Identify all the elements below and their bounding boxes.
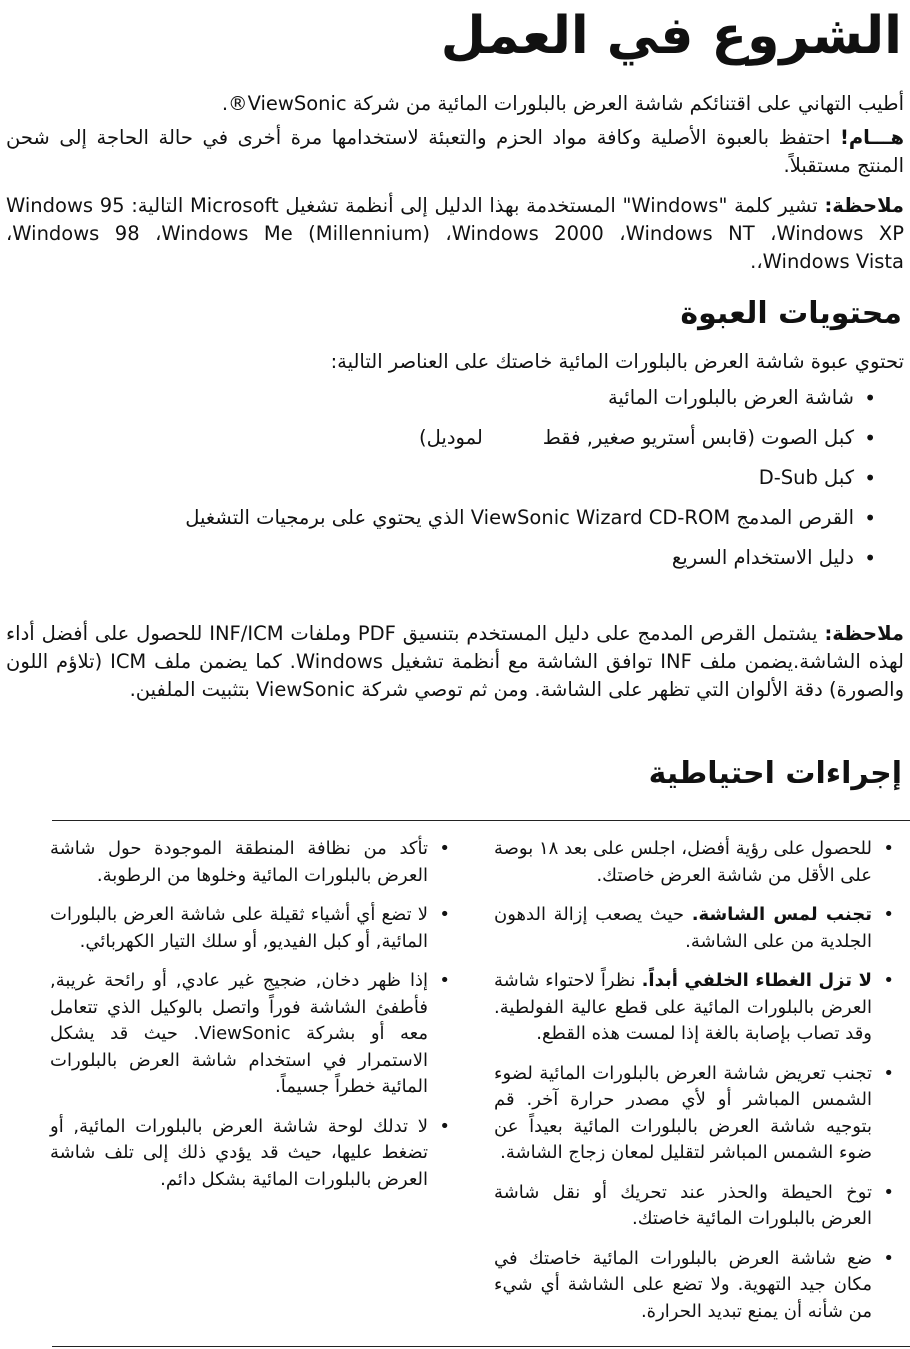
- congrats-text: أطيب التهاني على اقتنائكم شاشة العرض بالبلورات المائية من شركة ViewSonic®.: [221, 92, 904, 115]
- divider-bottom: [52, 1346, 910, 1347]
- list-item: • كبل D-Sub: [10, 464, 854, 504]
- precautions-right-column: [494, 836, 872, 1338]
- package-lead: تحتوي عبوة شاشة العرض بالبلورات المائية خاصتك على العناصر التالية:: [330, 350, 904, 373]
- precautions-left-column: [50, 836, 428, 1206]
- list-item: • القرص المدمج ViewSonic Wizard CD-ROM الذي يحتوي على برمجيات التشغيل: [10, 504, 854, 544]
- list-item: • تجنب تعريض شاشة العرض بالبلورات المائية لضوء الشمس المباشر أو لأي مصدر حرارة آخر. قم بتوجيه شاشة العرض بالبلورات المائية بعيداً عن ضوء الشمس المباشر لتقليل لمعان زجاج الشاشة.: [494, 1061, 872, 1167]
- list-item: • تجنب لمس الشاشة. حيث يصعب إزالة الدهون الجلدية من على الشاشة.: [494, 902, 872, 955]
- list-item: • لا تضع أي أشياء ثقيلة على شاشة العرض بالبلورات المائية, أو كبل الفيديو, أو سلك التيار الكهربائي.: [50, 902, 428, 955]
- list-item: • لا تزل الغطاء الخلفي أبداً. نظراً لاحتواء شاشة العرض بالبلورات المائية على قطع عالية الفولطية. وقد تصاب بإصابة بالغة إذا لمست هذه القطع.: [494, 968, 872, 1048]
- intro-section: [6, 90, 904, 118]
- list-item: • تأكد من نظافة المنطقة الموجودة حول شاشة العرض بالبلورات المائية وخلوها من الرطوبة.: [50, 836, 428, 889]
- divider-top: [52, 820, 910, 821]
- list-item: • إذا ظهر دخان, ضجيج غير عادي, أو رائحة غريبة, فأطفئ الشاشة فوراً واتصل بالوكيل الذي تتعامل معه أو بشركة ViewSonic. حيث قد يشكل الاستمرار في استخدام شاشة العرض بالبلورات المائية خطراً جسيماً.: [50, 968, 428, 1101]
- note-text: يشتمل القرص المدمج على دليل المستخدم بتنسيق PDF وملفات INF/ICM للحصول على أفضل أداء لهذه الشاشة.يضمن ملف INF توافق الشاشة مع أنظمة تشغيل Windows. كما يضمن ملف ICM (تلاؤم اللون والصورة) دقة الألوان التي تظهر على الشاشة. ومن ثم توصي شركة ViewSonic بتثبيت الملفين.: [6, 622, 904, 701]
- package-heading: محتويات العبوة: [680, 296, 902, 331]
- list-item: • كبل الصوت (قابس أستريو صغير, فقطلموديل): [10, 424, 854, 464]
- page-title: الشروع في العمل: [440, 6, 902, 66]
- cd-note: [6, 620, 904, 704]
- list-item: • دليل الاستخدام السريع: [10, 544, 854, 584]
- item-note: لموديل): [419, 426, 483, 449]
- important-text: احتفظ بالعبوة الأصلية وكافة مواد الحزم والتعبئة لاستخدامها مرة أخرى في حالة الحاجة إلى شحن المنتج مستقبلاً.: [6, 126, 904, 177]
- list-item: • ضع شاشة العرض بالبلورات المائية خاصتك في مكان جيد التهوية. ولا تضع على الشاشة أي شيء من شأنه أن يمنع تبديد الحرارة.: [494, 1246, 872, 1326]
- important-notice: [6, 124, 904, 180]
- windows-note: [6, 192, 904, 276]
- note-label: ملاحظة:: [824, 622, 904, 645]
- package-list: [10, 384, 880, 584]
- list-item: • للحصول على رؤية أفضل، اجلس على بعد ١٨ بوصة على الأقل من شاشة العرض خاصتك.: [494, 836, 872, 889]
- list-item: • لا تدلك لوحة شاشة العرض بالبلورات المائية, أو تضغط عليها، حيث قد يؤدي ذلك إلى تلف شاشة العرض بالبلورات المائية بشكل دائم.: [50, 1114, 428, 1194]
- list-item: • شاشة العرض بالبلورات المائية: [10, 384, 854, 424]
- note-label: ملاحظة:: [824, 194, 904, 217]
- important-label: هـــام!: [839, 126, 904, 149]
- precautions-heading: إجراءات احتياطية: [648, 756, 902, 791]
- note-text: تشير كلمة "Windows" المستخدمة بهذا الدليل إلى أنظمة تشغيل Microsoft التالية: Windows 95 ،Windows 98 ،Windows Me (Millennium) ،Windows 2000 ،Windows NT ،Windows XP ،Windows Vista.: [6, 194, 904, 273]
- list-item: • توخ الحيطة والحذر عند تحريك أو نقل شاشة العرض بالبلورات المائية خاصتك.: [494, 1180, 872, 1233]
